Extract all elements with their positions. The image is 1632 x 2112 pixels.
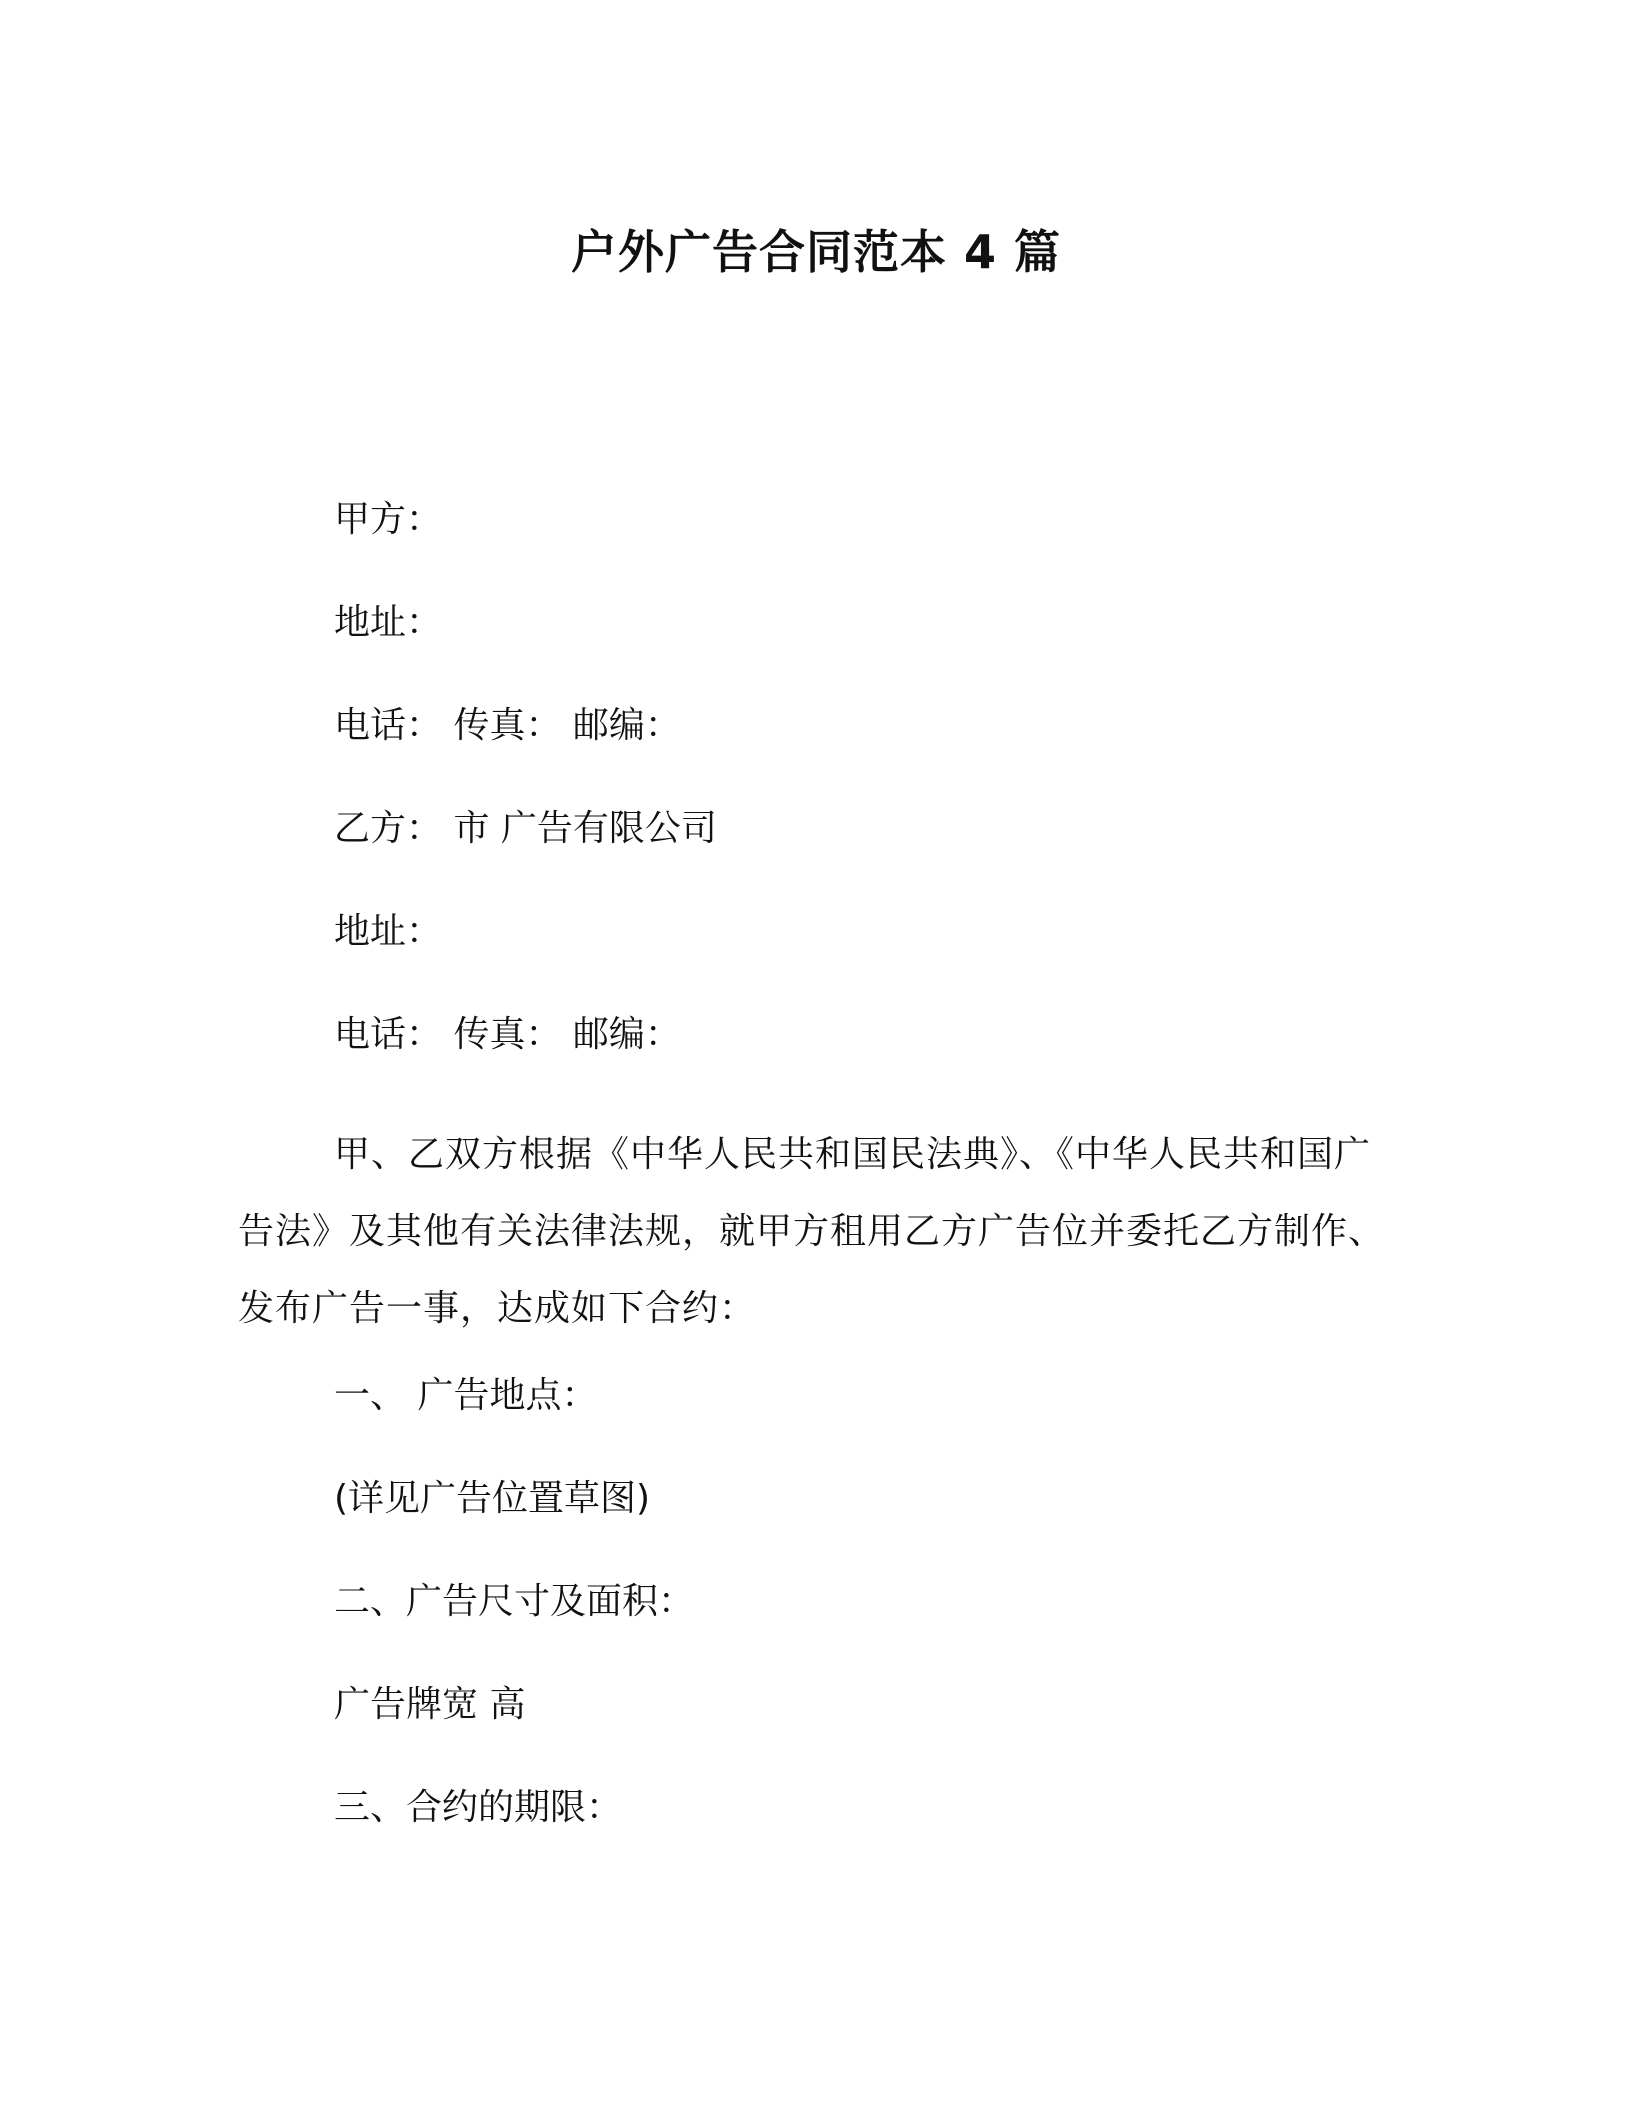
party-b-address-line: 地址： — [334, 911, 443, 952]
section-2-detail: 广告牌宽 高 — [334, 1684, 526, 1725]
section-2-heading: 二、广告尺寸及面积： — [334, 1581, 695, 1622]
document-title: 户外广告合同范本 4 篇 — [570, 225, 1062, 279]
section-1-heading: 一、 广告地点： — [334, 1375, 598, 1416]
party-b-line: 乙方： 市 广告有限公司 — [334, 808, 717, 849]
party-a-line: 甲方： — [334, 499, 443, 540]
section-3-heading: 三、合约的期限： — [334, 1787, 623, 1828]
intro-paragraph: 甲、乙双方根据《中华人民共和国民法典》、《中华人民共和国广告法》及其他有关法律法规，就甲方租用乙方广告位并委托乙方制作、发布广告一事，达成如下合约： — [238, 1134, 1386, 1329]
party-a-address-line: 地址： — [334, 602, 443, 643]
party-b-contact-line: 电话： 传真： 邮编： — [334, 1014, 681, 1055]
party-a-contact-line: 电话： 传真： 邮编： — [334, 705, 681, 746]
section-1-note: (详见广告位置草图) — [334, 1478, 651, 1519]
